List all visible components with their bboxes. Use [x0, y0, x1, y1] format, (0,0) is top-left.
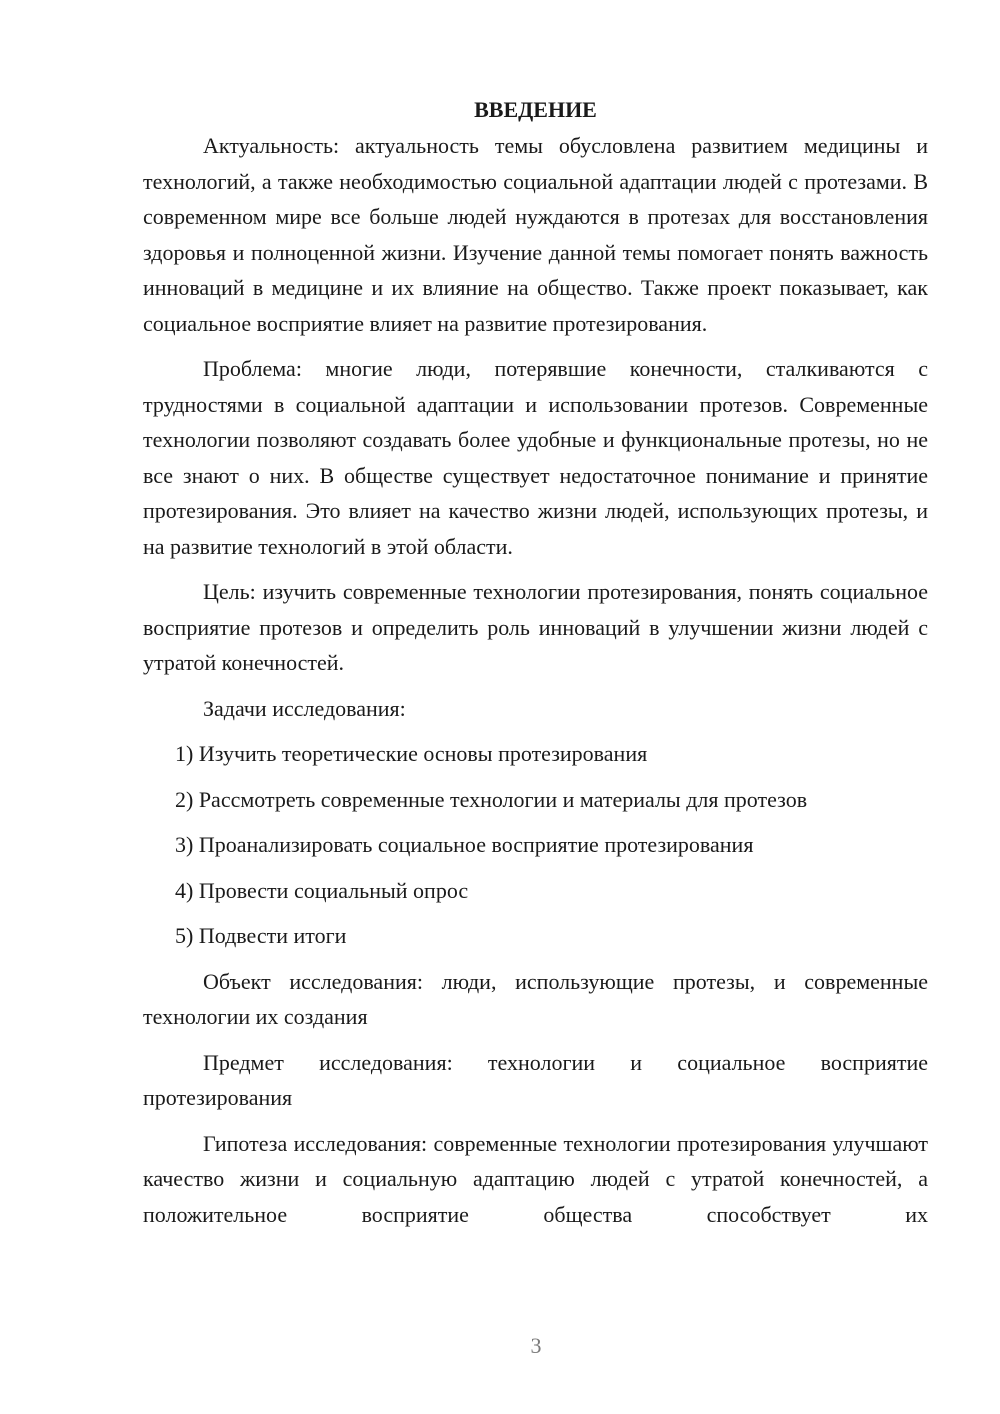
tasks-list: [143, 736, 928, 954]
paragraph-object: Объект исследования: люди, использующие протезы, и современные технологии их создания: [143, 968, 928, 1029]
task-item-1: 1) Изучить теоретические основы протезирования: [175, 741, 648, 766]
document-page: [143, 94, 928, 1242]
paragraph-relevance: Актуальность: актуальность темы обусловлена развитием медицины и технологий, а также необходимостью социальной адаптации людей с протезами. В современном мире все больше людей нуждаются в протезах для восстановления здоровья и полноценной жизни. Изучение данной темы помогает понять важность инноваций в медицине и их влияние на общество. Также проект показывает, как социальное восприятие влияет на развитие протезирования.: [143, 133, 928, 336]
paragraph-problem: Проблема: многие люди, потерявшие конечности, сталкиваются с трудностями в социальной адаптации и использовании протезов. Современные технологии позволяют создавать более удобные и функциональные протезы, но не все знают о них. В обществе существует недостаточное понимание и принятие протезирования. Это влияет на качество жизни людей, использующих протезы, и на развитие технологий в этой области.: [143, 356, 928, 559]
task-item-4: 4) Провести социальный опрос: [175, 877, 469, 903]
page-title: ВВЕДЕНИЕ: [474, 97, 597, 122]
paragraph-hypothesis: Гипотеза исследования: современные технологии протезирования улучшают качество жизни и социальную адаптацию людей с утратой конечностей, а положительное восприятие общества способствует их: [143, 1130, 928, 1227]
task-item-2: 2) Рассмотреть современные технологии и материалы для протезов: [175, 786, 808, 812]
paragraph-subject: Предмет исследования: технологии и социальное восприятие протезирования: [143, 1049, 928, 1110]
tasks-heading: Задачи исследования:: [203, 695, 406, 721]
page-number: 3: [530, 1333, 542, 1358]
task-item-3: 3) Проанализировать социальное восприятие протезирования: [175, 832, 754, 857]
task-item-5: 5) Подвести итоги: [175, 923, 347, 948]
paragraph-goal: Цель: изучить современные технологии протезирования, понять социальное восприятие протезов и определить роль инноваций в улучшении жизни людей с утратой конечностей.: [143, 579, 928, 675]
